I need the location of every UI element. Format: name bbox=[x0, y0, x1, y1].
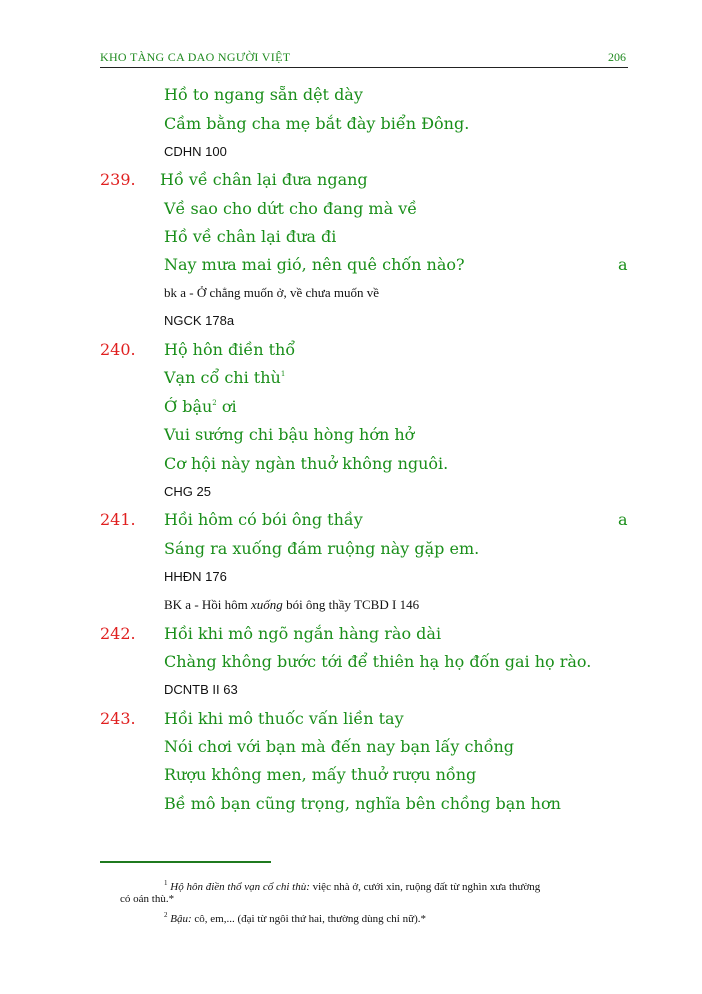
page-header bbox=[100, 48, 628, 68]
verse-line: Bề mô bạn cũng trọng, nghĩa bên chồng bạn hơn bbox=[164, 794, 561, 813]
verse-line: Hộ hôn điền thổ bbox=[164, 340, 296, 359]
footnote-ref[interactable]: 2 bbox=[212, 399, 217, 407]
entry-number-239: 239. bbox=[100, 170, 136, 189]
entry-number-242: 242. bbox=[100, 624, 136, 643]
verse-line: Hồi khi mô ngõ ngắn hàng rào dài bbox=[164, 624, 442, 643]
verse-line: Rượu không men, mấy thuở rượu nồng bbox=[164, 765, 477, 784]
verse-line: Cơ hội này ngàn thuở không nguôi. bbox=[164, 454, 449, 473]
variant-note: BK a - Hồi hôm xuống bói ông thầy TCBD I 146 bbox=[164, 597, 420, 612]
verse-line: Nay mưa mai gió, nên quê chốn nào? bbox=[164, 255, 465, 274]
entry-number-241: 241. bbox=[100, 510, 136, 529]
verse-line: Về sao cho dứt cho đang mà về bbox=[164, 199, 418, 218]
footnote-ref[interactable]: 1 bbox=[280, 370, 286, 378]
variant-marker: a bbox=[618, 255, 628, 274]
source-reference: DCNTB II 63 bbox=[164, 682, 238, 697]
verse-line: Cầm bằng cha mẹ bắt đày biển Đông. bbox=[164, 114, 470, 133]
verse-line: Sáng ra xuống đám ruộng này gặp em. bbox=[164, 539, 480, 558]
verse-line: Chàng không bước tới để thiên hạ họ đốn gai họ rào. bbox=[164, 652, 592, 671]
verse-line: Ớ bậu$^2$ ơi bbox=[164, 397, 237, 416]
footnote-1: $^1$ Hộ hôn điền thổ vạn cổ chi thù: việc nhà ở, cưới xin, ruộng đất từ nghìn xưa thường bbox=[164, 879, 541, 893]
verse-line: Hồi hôm có bói ông thầy bbox=[164, 510, 363, 529]
variant-note: bk a - Ở chẳng muốn ở, về chưa muốn về bbox=[164, 285, 380, 300]
footnote-2: $^2$ Bậu: cô, em,... (đại từ ngôi thứ hai, thường dùng chỉ nữ).* bbox=[164, 911, 426, 925]
source-reference: CHG 25 bbox=[164, 484, 211, 499]
verse-line: Hồi khi mô thuốc vấn liền tay bbox=[164, 709, 404, 728]
source-reference: CDHN 100 bbox=[164, 144, 227, 159]
source-reference: HHĐN 176 bbox=[164, 569, 227, 584]
footnote-divider bbox=[100, 861, 271, 863]
verse-line: Hồ về chân lại đưa ngang bbox=[160, 170, 368, 189]
verse-line: Hồ to ngang sẵn dệt dày bbox=[164, 85, 363, 104]
verse-line: Vui sướng chi bậu hòng hớn hở bbox=[164, 425, 415, 444]
verse-line: Nói chơi với bạn mà đến nay bạn lấy chồng bbox=[164, 737, 515, 756]
book-title: KHO TÀNG CA DAO NGƯỜI VIỆT bbox=[100, 50, 291, 64]
source-reference: NGCK 178a bbox=[164, 313, 235, 328]
entry-number-243: 243. bbox=[100, 709, 136, 728]
page-number: 206 bbox=[608, 50, 626, 64]
verse-line: Hồ về chân lại đưa đi bbox=[164, 227, 337, 246]
verse-line: Vạn cổ chi thù$^1$ bbox=[164, 368, 286, 387]
entry-number-240: 240. bbox=[100, 340, 136, 359]
footnote-1-continuation: có oán thù.* bbox=[120, 893, 175, 905]
variant-marker: a bbox=[618, 510, 628, 529]
